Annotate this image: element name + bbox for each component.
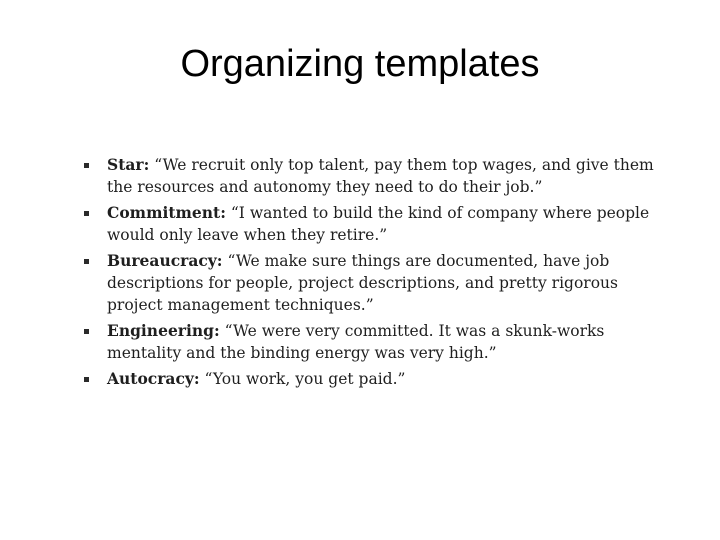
template-quote: “You work, you get paid.” (204, 370, 406, 388)
list-item-engineering (80, 320, 660, 364)
template-term: Star: (107, 155, 150, 174)
square-bullet-icon (84, 163, 89, 168)
template-quote: “We make sure things are documented, have job descriptions for people, project descriptions, and pretty rigorous project management techniques.” (107, 252, 618, 314)
template-quote: “I wanted to build the kind of company where people would only leave when they retire.” (107, 204, 650, 244)
template-term: Bureaucracy: (107, 251, 223, 270)
template-quote: “We were very committed. It was a skunk-works mentality and the binding energy was very high.” (107, 322, 605, 362)
list-item-bureaucracy (80, 250, 660, 316)
template-quote: “We recruit only top talent, pay them top wages, and give them the resources and autonomy they need to do their job.” (107, 156, 654, 196)
square-bullet-icon (84, 377, 89, 382)
template-list (80, 154, 660, 394)
square-bullet-icon (84, 259, 89, 264)
square-bullet-icon (84, 211, 89, 216)
list-item-autocracy (80, 368, 660, 390)
template-term: Commitment: (107, 203, 226, 222)
template-term: Autocracy: (107, 369, 200, 388)
list-item-commitment (80, 202, 660, 246)
template-term: Engineering: (107, 321, 220, 340)
square-bullet-icon (84, 329, 89, 334)
list-item-star (80, 154, 660, 198)
slide-title: Organizing templates (180, 43, 540, 85)
